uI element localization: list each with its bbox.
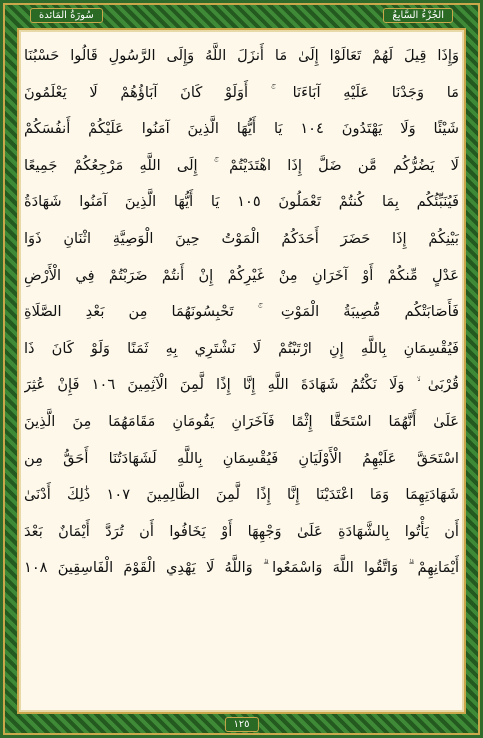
text-line-11: عَلَىٰ أَنَّهُمَا اسْتَحَقَّا إِثْمًا فَآخَرَانِ يَقُومَانِ مَقَامَهُمَا مِنَ الَّذِينَ bbox=[24, 412, 459, 430]
text-line-7: عَدْلٍ مِّنكُمْ أَوْ آخَرَانِ مِنْ غَيْرِكُمْ إِنْ أَنتُمْ ضَرَبْتُمْ فِي الْأَرْضِ bbox=[24, 266, 459, 284]
text-line-15: أَيْمَانِهِمْ ۗ وَاتَّقُوا اللَّهَ وَاسْمَعُوا ۗ وَاللَّهُ لَا يَهْدِي الْقَوْمَ الْفَاسِقِينَ ١٠٨ bbox=[24, 559, 459, 577]
text-line-10: قُرْبَىٰ ۙ وَلَا نَكْتُمُ شَهَادَةَ اللَّهِ إِنَّا إِذًا لَّمِنَ الْآثِمِينَ ١٠٦ فَإِنْ عُثِرَ bbox=[24, 376, 459, 394]
text-line-1: وَإِذَا قِيلَ لَهُمْ تَعَالَوْا إِلَىٰ مَا أَنزَلَ اللَّهُ وَإِلَى الرَّسُولِ قَالُوا حَسْبُنَا bbox=[24, 47, 459, 64]
text-line-5: فَيُنَبِّئُكُم بِمَا كُنتُمْ تَعْمَلُونَ ١٠٥ يَا أَيُّهَا الَّذِينَ آمَنُوا شَهَادَةُ bbox=[24, 193, 459, 211]
page-header bbox=[30, 7, 453, 23]
text-line-9: فَيُقْسِمَانِ بِاللَّهِ إِنِ ارْتَبْتُمْ لَا نَشْتَرِي بِهِ ثَمَنًا وَلَوْ كَانَ ذَا bbox=[24, 339, 459, 357]
text-line-13: شَهَادَتِهِمَا وَمَا اعْتَدَيْنَا إِنَّا إِذًا لَّمِنَ الظَّالِمِينَ ١٠٧ ذَٰلِكَ أَدْنَىٰ bbox=[24, 486, 459, 504]
text-line-6: بَيْنِكُمْ إِذَا حَضَرَ أَحَدَكُمُ الْمَوْتُ حِينَ الْوَصِيَّةِ اثْنَانِ ذَوَا bbox=[24, 229, 459, 247]
page-number: ١٢٥ bbox=[224, 717, 258, 732]
text-line-4: لَا يَضُرُّكُم مَّن ضَلَّ إِذَا اهْتَدَيْتُمْ ۚ إِلَى اللَّهِ مَرْجِعُكُمْ جَمِيعًا bbox=[24, 156, 459, 174]
text-line-14: أَن يَأْتُوا بِالشَّهَادَةِ عَلَىٰ وَجْهِهَا أَوْ يَخَافُوا أَن تُرَدَّ أَيْمَانٌ بَعْدَ bbox=[24, 522, 459, 540]
verse-text-block bbox=[24, 38, 459, 587]
text-line-2: مَا وَجَدْنَا عَلَيْهِ آبَاءَنَا ۚ أَوَلَوْ كَانَ آبَاؤُهُمْ لَا يَعْلَمُونَ bbox=[24, 83, 459, 101]
text-line-12: اسْتَحَقَّ عَلَيْهِمُ الْأَوْلَيَانِ فَيُقْسِمَانِ بِاللَّهِ لَشَهَادَتُنَا أَحَقُّ مِن bbox=[24, 449, 459, 467]
juz-name-label: الجُزْءُ السَّابِعُ bbox=[383, 8, 453, 23]
surah-name-label: سُورَةُ المَائدة bbox=[30, 8, 103, 23]
text-line-3: شَيْئًا وَلَا يَهْتَدُونَ ١٠٤ يَا أَيُّهَا الَّذِينَ آمَنُوا عَلَيْكُمْ أَنفُسَكُمْ bbox=[24, 120, 459, 138]
text-line-8: فَأَصَابَتْكُم مُّصِيبَةُ الْمَوْتِ ۚ تَحْبِسُونَهُمَا مِن بَعْدِ الصَّلَاةِ bbox=[24, 303, 459, 321]
